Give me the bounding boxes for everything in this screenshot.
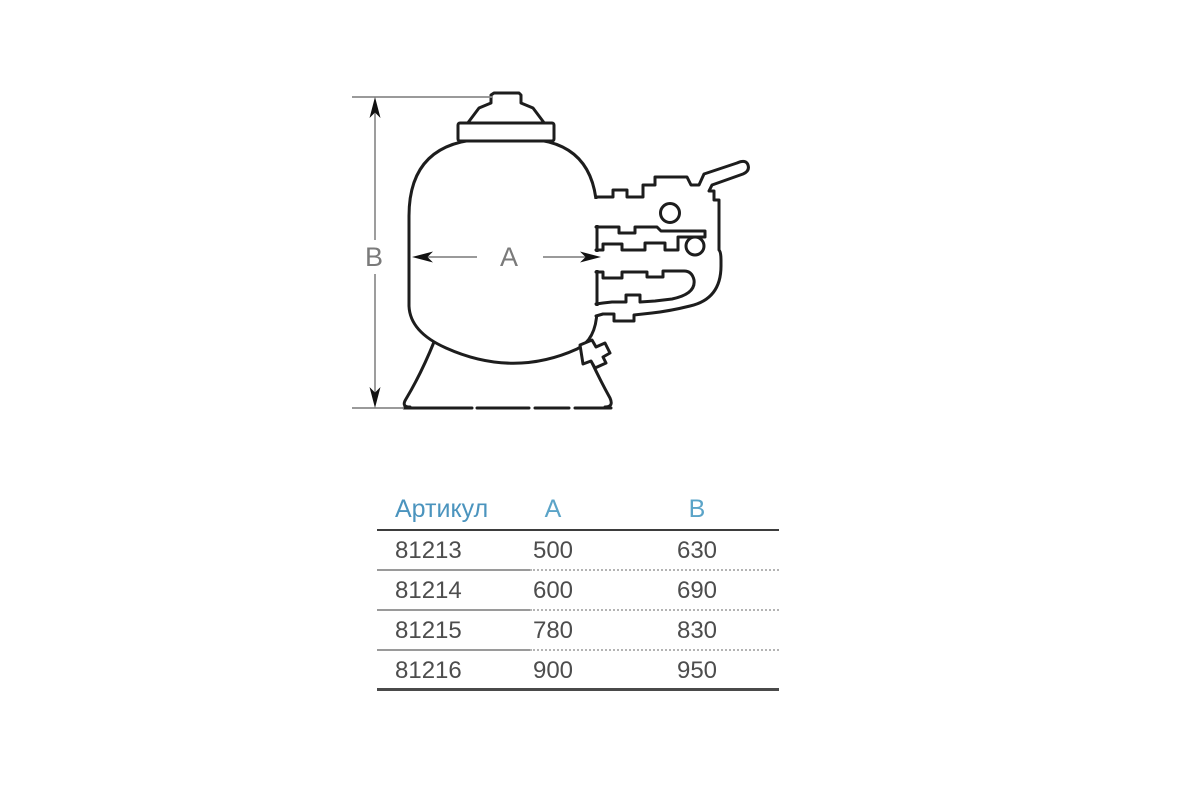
table-row bbox=[377, 571, 779, 611]
table-row bbox=[377, 531, 779, 571]
header-a: A bbox=[544, 495, 562, 523]
cell-article: 81214 bbox=[395, 577, 462, 604]
cell-a: 600 bbox=[532, 577, 574, 604]
header-b: B bbox=[688, 495, 706, 523]
cell-article: 81213 bbox=[395, 537, 462, 564]
cell-article: 81216 bbox=[395, 657, 462, 684]
header-article: Артикул bbox=[395, 495, 489, 523]
valve-outer-outline bbox=[596, 161, 748, 321]
dim-a-label: A bbox=[499, 242, 519, 272]
cell-article: 81215 bbox=[395, 617, 462, 644]
table-row bbox=[377, 651, 779, 691]
valve-return-pipe-outline bbox=[596, 271, 694, 304]
lid-flange bbox=[458, 123, 554, 141]
dim-b-label: B bbox=[364, 242, 384, 272]
cell-a: 900 bbox=[532, 657, 574, 684]
cell-b: 690 bbox=[676, 577, 718, 604]
drain-fitting bbox=[580, 340, 610, 368]
table-row bbox=[377, 611, 779, 651]
cell-a: 780 bbox=[532, 617, 574, 644]
wall-gap-cover-upper bbox=[592, 199, 603, 225]
table-header-row bbox=[377, 490, 779, 531]
cell-b: 830 bbox=[676, 617, 718, 644]
valve-port-circle bbox=[686, 237, 704, 255]
cell-b: 630 bbox=[676, 537, 718, 564]
cell-a: 500 bbox=[532, 537, 574, 564]
wall-gap-cover-middle bbox=[592, 252, 603, 270]
cell-b: 950 bbox=[676, 657, 718, 684]
spec-table bbox=[377, 490, 779, 691]
valve-assembly bbox=[592, 161, 748, 321]
gauge-port-circle bbox=[661, 204, 680, 223]
